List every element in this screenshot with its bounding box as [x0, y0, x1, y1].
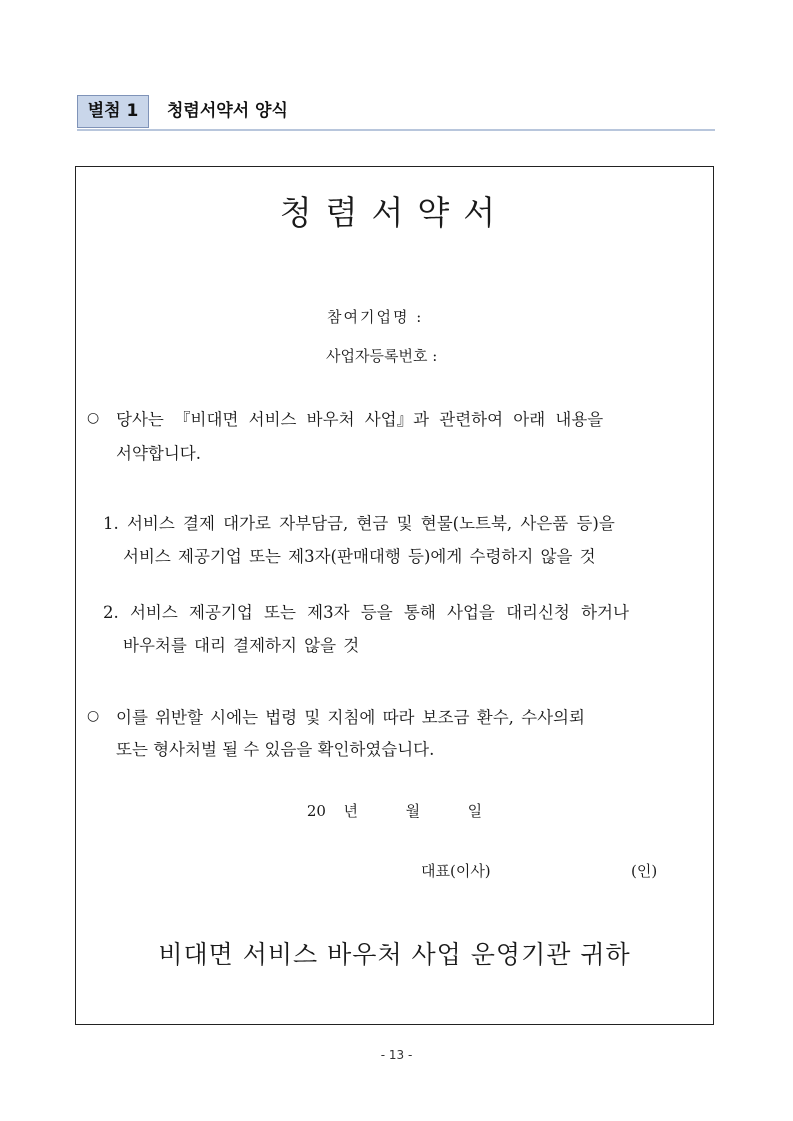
date-year-label: 년	[343, 802, 359, 820]
signature-date	[76, 800, 713, 821]
date-month-label: 월	[405, 802, 421, 820]
pledge-item-2-line-1: 2. 서비스 제공기업 또는 제3자 등을 통해 사업을 대리신청 하거나	[103, 603, 629, 622]
pledge-bullet: ○	[87, 410, 100, 426]
seal-label: (인)	[631, 862, 658, 880]
attachment-header	[77, 95, 715, 133]
representative-label: 대표(이사)	[421, 862, 491, 880]
date-year-prefix: 20	[306, 802, 326, 820]
company-name-label: 참여기업명 :	[327, 308, 424, 326]
violation-bullet: ○	[87, 708, 100, 724]
business-reg-number-label: 사업자등록번호 :	[326, 347, 438, 365]
header-divider	[77, 129, 715, 131]
pledge-item-2-line-2: 바우처를 대리 결제하지 않을 것	[123, 636, 360, 655]
pledge-item-1-line-1: 1. 서비스 결제 대가로 자부담금, 현금 및 현물(노트북, 사은품 등)을	[103, 514, 615, 533]
pledge-line-2: 서약합니다.	[116, 444, 201, 463]
pledge-line-1: 당사는 『비대면 서비스 바우처 사업』과 관련하여 아래 내용을	[116, 410, 604, 429]
form-title: 청렴서약서	[279, 193, 510, 232]
violation-line-1: 이를 위반할 시에는 법령 및 지침에 따라 보조금 환수, 수사의뢰	[116, 708, 585, 727]
pledge-item-1-line-2: 서비스 제공기업 또는 제3자(판매대행 등)에게 수령하지 않을 것	[123, 547, 596, 566]
attachment-badge: 별첨 1	[77, 95, 149, 128]
page-number: - 13 -	[380, 1048, 413, 1062]
date-day-label: 일	[467, 802, 483, 820]
pledge-form	[75, 166, 714, 1025]
violation-line-2: 또는 형사처벌 될 수 있음을 확인하였습니다.	[116, 740, 435, 759]
attachment-title: 청렴서약서 양식	[167, 101, 288, 121]
addressee: 비대면 서비스 바우처 사업 운영기관 귀하	[158, 940, 631, 969]
